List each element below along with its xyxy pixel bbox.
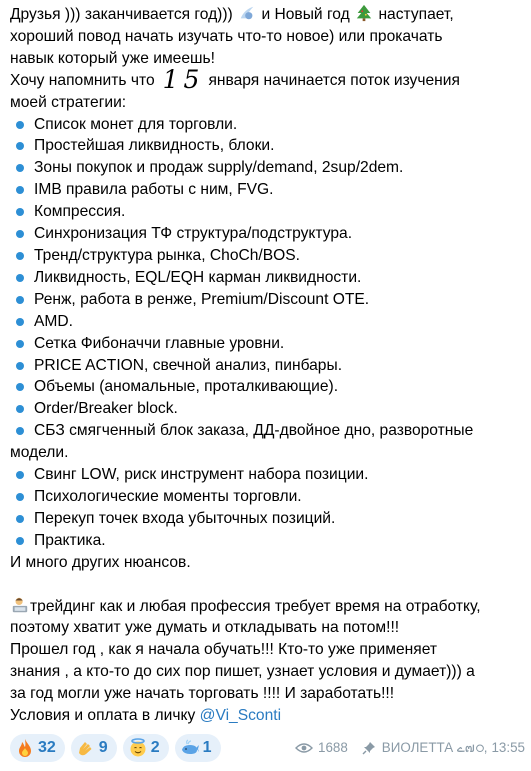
nuances-text: И много других нюансов. [10, 553, 191, 571]
bullet-icon [16, 537, 24, 545]
bullet-icon [16, 340, 24, 348]
bullet-icon [16, 208, 24, 216]
message-footer [10, 733, 525, 763]
bullet-icon [16, 121, 24, 129]
list-item-continuation: модели. [10, 444, 69, 462]
bullet-icon [16, 186, 24, 194]
author-signature: ВИОЛЕТТА ے๗ഠ, [381, 740, 488, 756]
message-line-5: моей стратегии: [10, 93, 127, 111]
pin-icon [362, 741, 376, 755]
reaction-whale[interactable] [175, 734, 221, 762]
message-line-p2-4: знания , а кто-то до сих пор пишет, узнает условия и думает))) а [10, 663, 475, 681]
message-text: Хочу напомнить что [10, 71, 155, 89]
comet-emoji-icon [237, 4, 257, 22]
bullet-icon [16, 471, 24, 479]
list-item: Перекуп точек входа убыточных позиций. [10, 508, 525, 530]
message-time: 13:55 [491, 740, 525, 756]
message-text: трейдинг как и любая профессия требует время на отработку, [30, 597, 481, 615]
list-item: IMB правила работы с ним, FVG. [10, 179, 525, 201]
list-item: AMD. [10, 311, 525, 333]
message-text: января начинается поток изучения [208, 71, 460, 89]
list-item: PRICE ACTION, свечной анализ, пинбары. [10, 355, 525, 377]
message-line-4 [10, 64, 525, 94]
fire-emoji-icon [15, 738, 35, 758]
message-text: Друзья ))) заканчивается год))) [10, 6, 233, 23]
message-line-p2-5: за год могли уже начать торговать !!!! И заработать!!! [10, 685, 395, 703]
clap-emoji-icon [76, 738, 96, 758]
message-line-p2-2: поэтому хватит уже думать и откладывать на потом!!! [10, 619, 400, 637]
message-text: и Новый год [261, 6, 350, 23]
bullet-icon [16, 296, 24, 304]
date-number: 15 [162, 64, 205, 94]
bullet-icon [16, 515, 24, 523]
list-item: Объемы (аномальные, проталкивающие). [10, 376, 525, 398]
reaction-count: 9 [98, 739, 108, 757]
reaction-count: 1 [202, 739, 212, 757]
list-item: Список монет для торговли. [10, 114, 525, 136]
list-item: Order/Breaker block. [10, 398, 525, 420]
list-item: Зоны покупок и продаж supply/demand, 2sup/2dem. [10, 157, 525, 179]
strategy-list [10, 114, 525, 552]
bullet-icon [16, 493, 24, 501]
list-item: Ликвидность, EQL/EQH карман ликвидности. [10, 267, 525, 289]
message-line-p2-1 [10, 596, 525, 618]
whale-emoji-icon [180, 738, 200, 758]
bullet-icon [16, 405, 24, 413]
reaction-count: 32 [38, 739, 56, 757]
bullet-icon [16, 230, 24, 238]
bullet-icon [16, 142, 24, 150]
list-item: Психологические моменты торговли. [10, 486, 525, 508]
list-item: Ренж, работа в ренже, Premium/Discount OTE. [10, 289, 525, 311]
message-meta [295, 737, 525, 759]
list-item: Компрессия. [10, 201, 525, 223]
bullet-icon [16, 164, 24, 172]
list-item: Тренд/структура рынка, ChoCh/BOS. [10, 245, 525, 267]
reaction-count: 2 [150, 739, 160, 757]
reaction-angel[interactable] [123, 734, 169, 762]
bullet-icon [16, 252, 24, 260]
reaction-fire[interactable] [10, 734, 65, 762]
bullet-icon [16, 318, 24, 326]
list-item: СБЗ смягченный блок заказа, ДД-двойное дно, разворотные модели. [10, 420, 525, 464]
message-line-1 [10, 4, 525, 26]
bullet-icon [16, 427, 24, 435]
bullet-icon [16, 274, 24, 282]
contact-link[interactable]: @Vi_Sconti [199, 707, 282, 725]
reaction-clap[interactable] [71, 734, 117, 762]
message-text: Условия и оплата в личку [10, 707, 196, 725]
bullet-icon [16, 383, 24, 391]
eye-icon [295, 742, 313, 754]
spacer [10, 574, 525, 596]
person-at-computer-emoji-icon [10, 596, 30, 614]
message-text: наступает, [378, 6, 454, 23]
list-item: Свинг LOW, риск инструмент набора позиции. [10, 464, 525, 486]
bullet-icon [16, 362, 24, 370]
views-count: 1688 [318, 740, 348, 756]
christmas-tree-emoji-icon [354, 4, 374, 22]
message-line-2: хороший повод начать изучать что-то новое) или прокачать [10, 27, 443, 45]
message-line-3: навык который уже имеешь! [10, 49, 215, 67]
list-item: Простейшая ликвидность, блоки. [10, 135, 525, 157]
message-line-p2-3: Прошел год , как я начала обучать!!! Кто-то уже применяет [10, 641, 438, 659]
list-item: Синхронизация ТФ структура/подструктура. [10, 223, 525, 245]
message-line-p2-6 [10, 705, 525, 727]
list-item: Сетка Фибоначчи главные уровни. [10, 333, 525, 355]
list-item: Практика. [10, 530, 525, 552]
angel-emoji-icon [128, 738, 148, 758]
